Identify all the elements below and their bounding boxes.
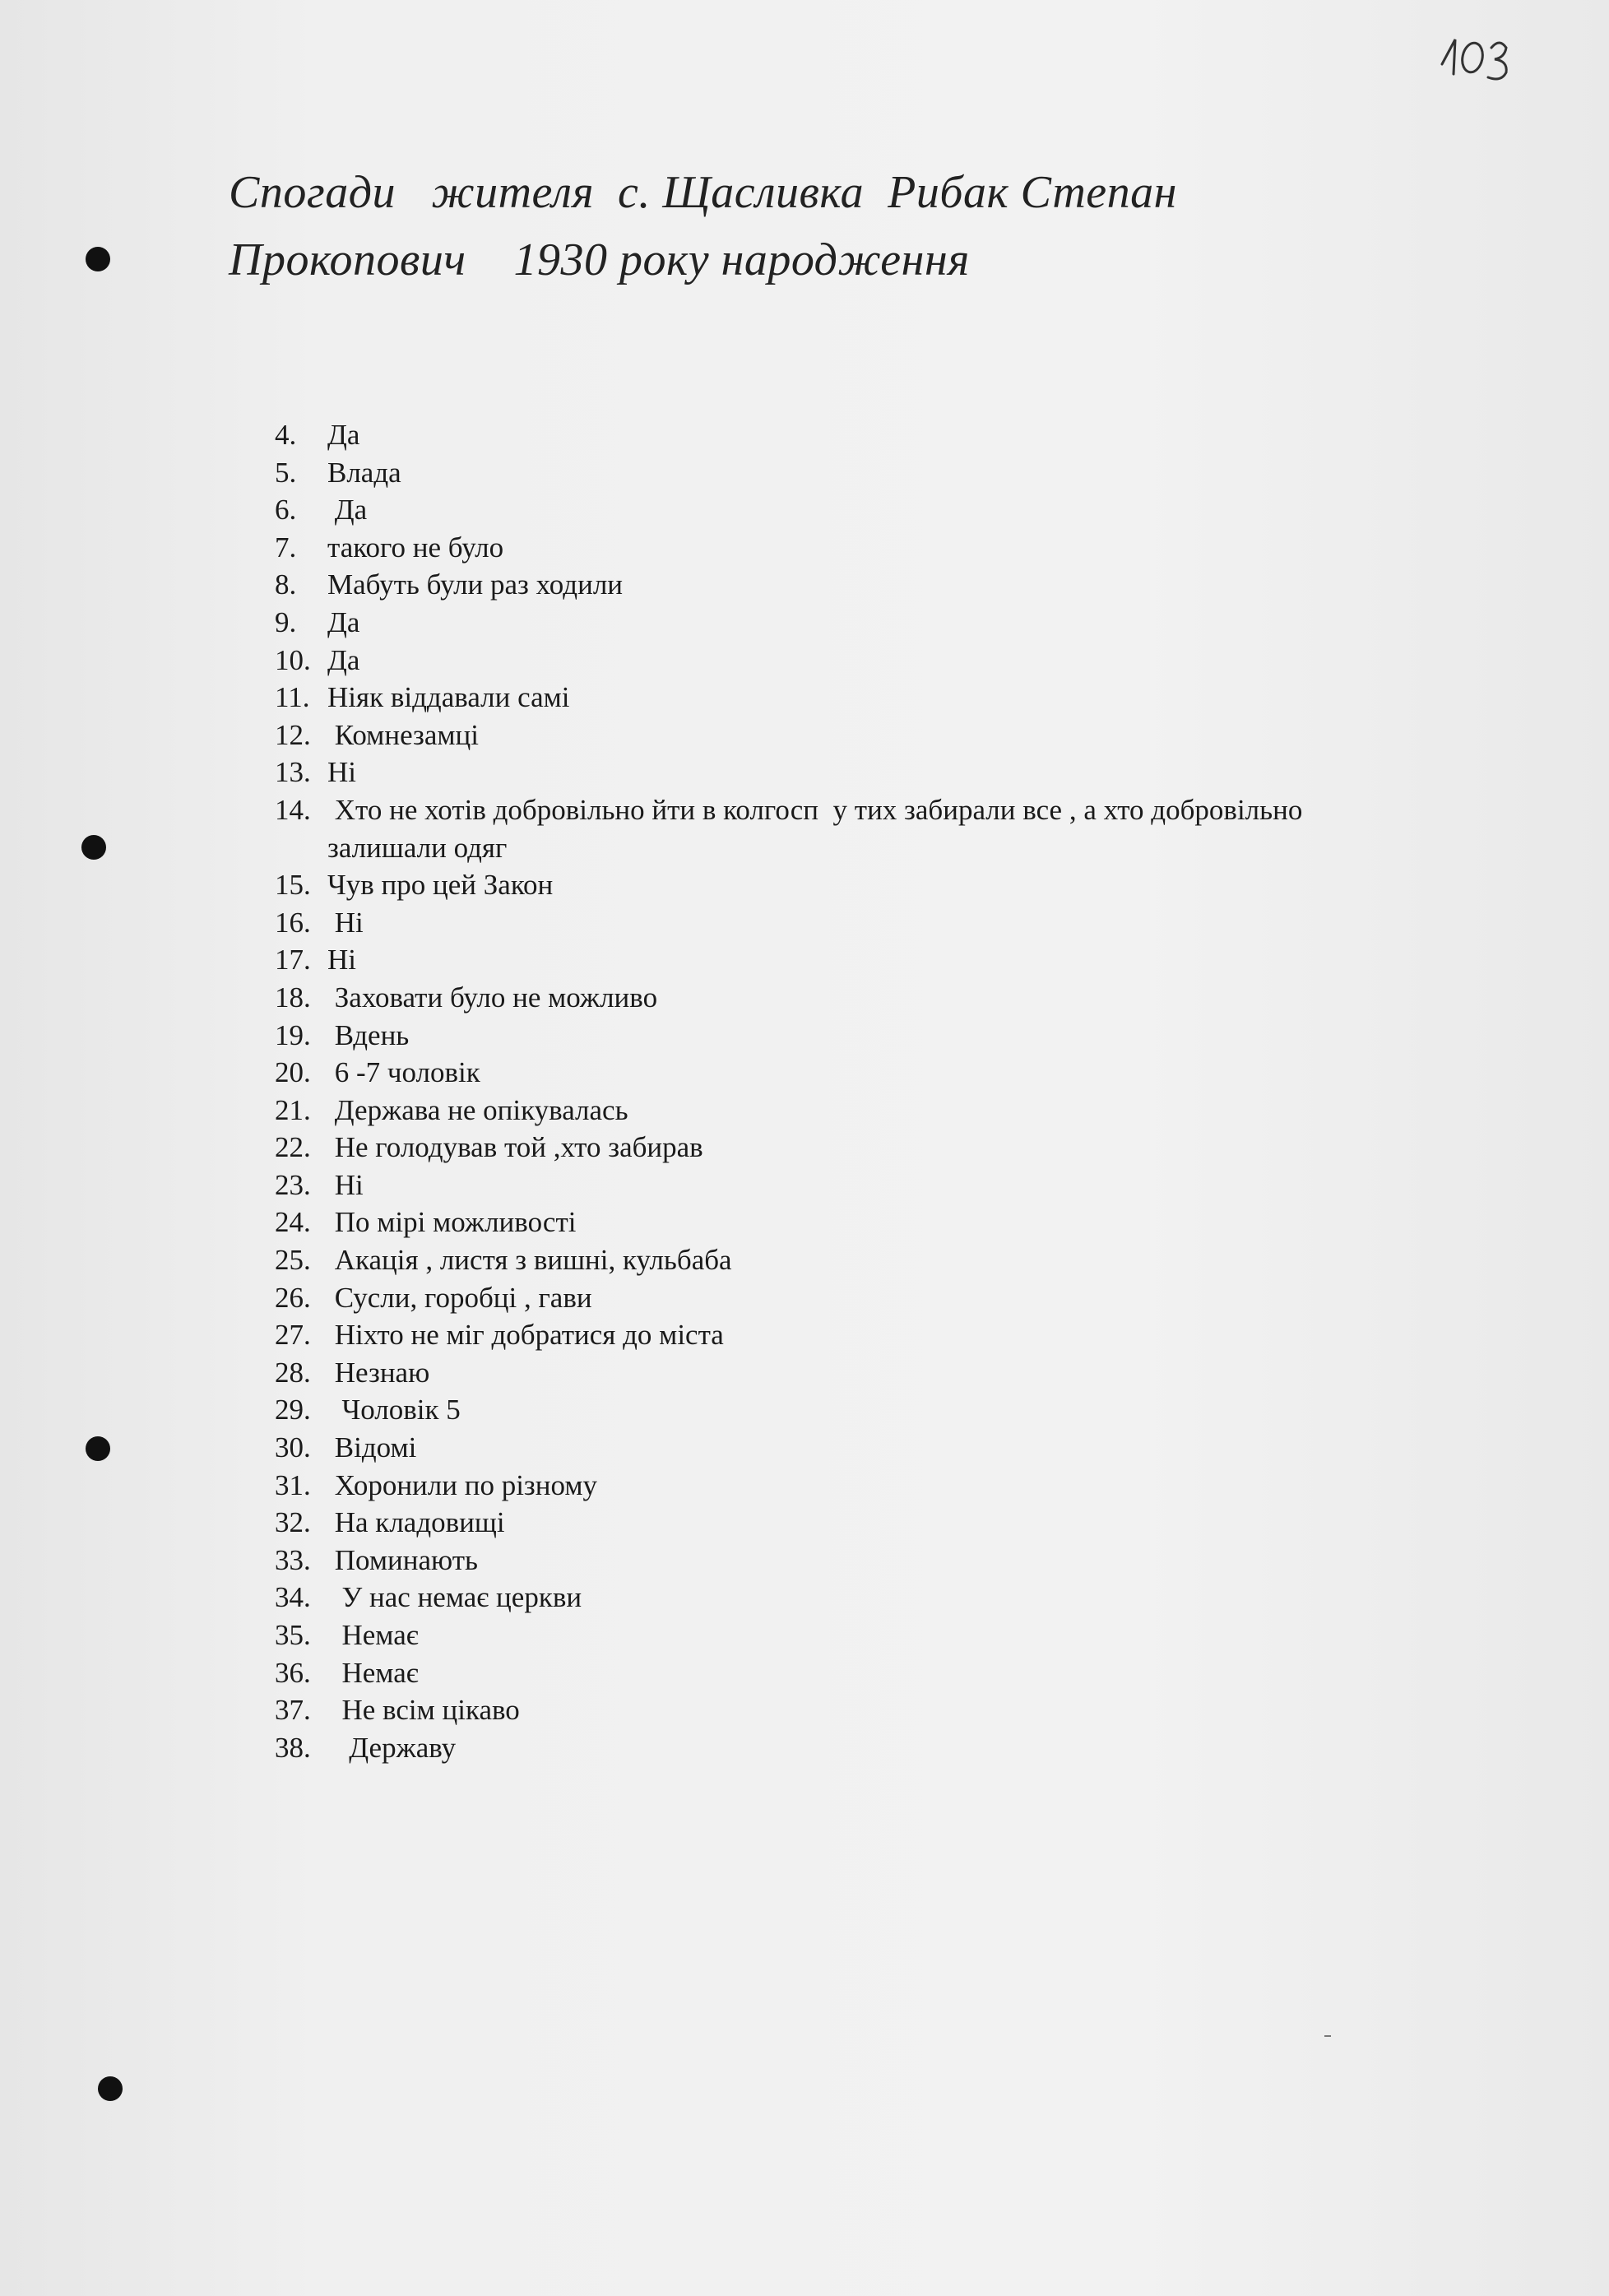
answer-number: 15. (275, 869, 311, 902)
answer-number: 34. (275, 1581, 311, 1614)
answer-item (275, 1579, 1302, 1616)
answer-number: 37. (275, 1694, 311, 1727)
answer-number: 16. (275, 906, 311, 939)
answer-item (275, 1092, 1302, 1129)
answer-number: 9. (275, 605, 297, 638)
answer-item (275, 1316, 1302, 1354)
answer-text: Комнезамці (327, 718, 479, 751)
answer-item (275, 1504, 1302, 1542)
answer-item (275, 1279, 1302, 1317)
answer-text: Не всім цікаво (327, 1694, 520, 1727)
answer-number: 12. (275, 718, 311, 751)
answer-text: Немає (327, 1656, 419, 1689)
answer-text: Ніяк віддавали самі (327, 681, 570, 714)
title-line-2: Прокопович 1930 року народження (229, 234, 970, 285)
answer-number: 28. (275, 1356, 311, 1389)
answer-item (275, 866, 1302, 904)
answer-text: Мабуть були раз ходили (327, 568, 624, 601)
answer-text: По мірі можливості (327, 1206, 577, 1239)
punch-hole (81, 835, 106, 860)
answer-text: Ніхто не міг добратися до міста (327, 1319, 724, 1352)
answer-text: Ні (327, 1168, 364, 1201)
answer-item (275, 1204, 1302, 1241)
answer-item (275, 1354, 1302, 1392)
answer-number: 30. (275, 1431, 311, 1464)
punch-hole (86, 247, 110, 271)
answer-number: 38. (275, 1731, 311, 1764)
answer-text: Держава не опікувалась (327, 1093, 628, 1126)
answer-text: 6 -7 чоловік (327, 1056, 480, 1089)
answer-text: Ні (327, 944, 356, 976)
answer-text: На кладовищі (327, 1506, 505, 1539)
answer-number: 27. (275, 1319, 311, 1352)
answer-number: 6. (275, 494, 297, 526)
answer-text: Не голодував той ,хто забирав (327, 1131, 703, 1164)
answer-item (275, 754, 1302, 791)
answer-item (275, 1017, 1302, 1055)
answer-number: 35. (275, 1619, 311, 1651)
answer-text: Заховати було не можливо (327, 981, 658, 1013)
answer-number: 14. (275, 793, 311, 826)
answer-number: 31. (275, 1468, 311, 1501)
answer-item (275, 717, 1302, 754)
document-title (229, 159, 1177, 294)
answer-number: 36. (275, 1656, 311, 1689)
answer-number: 25. (275, 1244, 311, 1277)
answers-list (275, 416, 1302, 1766)
answer-item (275, 1129, 1302, 1167)
answer-text: Хоронили по різному (327, 1468, 597, 1501)
answer-item (275, 904, 1302, 942)
answer-text: Да (327, 419, 360, 451)
answer-number: 10. (275, 643, 311, 676)
answer-number: 19. (275, 1018, 311, 1051)
answer-number: 8. (275, 568, 297, 601)
answer-item (275, 604, 1302, 642)
answer-item (275, 1241, 1302, 1279)
answer-text: Немає (327, 1619, 419, 1651)
answer-text: Сусли, горобці , гави (327, 1281, 592, 1314)
title-line-1: Спогади жителя с. Щасливка Рибак Степан (229, 167, 1177, 218)
answer-item (275, 979, 1302, 1017)
answer-item (275, 1467, 1302, 1505)
answer-text: Да (327, 643, 360, 676)
answer-number: 18. (275, 981, 311, 1013)
answer-item (275, 416, 1302, 454)
punch-hole (98, 2076, 123, 2101)
answer-number: 11. (275, 681, 310, 714)
answer-number: 33. (275, 1543, 311, 1576)
answer-number: 13. (275, 756, 311, 789)
answer-text: Хто не хотів добровільно йти в колгосп у тих забирали все , а хто добровільно залишали одяг (327, 793, 1303, 864)
answer-number: 32. (275, 1506, 311, 1539)
answer-item (275, 679, 1302, 717)
answer-item (275, 529, 1302, 567)
answer-item (275, 941, 1302, 979)
answer-item (275, 491, 1302, 529)
answer-number: 5. (275, 456, 297, 489)
answer-number: 7. (275, 531, 297, 564)
answer-item (275, 1167, 1302, 1204)
answer-item (275, 1654, 1302, 1692)
answer-item (275, 791, 1302, 866)
answer-number: 24. (275, 1206, 311, 1239)
answer-text: Чоловік 5 (327, 1394, 461, 1426)
answer-text: Незнаю (327, 1356, 430, 1389)
answer-item (275, 1054, 1302, 1092)
answer-item (275, 1691, 1302, 1729)
answer-number: 21. (275, 1093, 311, 1126)
handwritten-page-number (1435, 25, 1534, 90)
paper-speck (1324, 2035, 1331, 2037)
answer-number: 17. (275, 944, 311, 976)
answer-item (275, 1729, 1302, 1767)
answer-number: 4. (275, 419, 297, 451)
answer-text: Вдень (327, 1018, 410, 1051)
answer-text: Чув про цей Закон (327, 869, 554, 902)
answer-text: такого не було (327, 531, 504, 564)
answer-item (275, 454, 1302, 492)
answer-text: Ні (327, 906, 364, 939)
answer-text: Поминають (327, 1543, 478, 1576)
answer-text: Ні (327, 756, 356, 789)
answer-item (275, 1542, 1302, 1579)
answer-text: Да (327, 494, 368, 526)
answer-item (275, 1391, 1302, 1429)
answer-item (275, 642, 1302, 680)
answer-text: Да (327, 605, 360, 638)
answer-number: 23. (275, 1168, 311, 1201)
answer-number: 26. (275, 1281, 311, 1314)
answer-text: Відомі (327, 1431, 417, 1464)
answer-number: 20. (275, 1056, 311, 1089)
answer-item (275, 1429, 1302, 1467)
answer-text: У нас немає церкви (327, 1581, 582, 1614)
answer-number: 29. (275, 1394, 311, 1426)
answer-text: Державу (327, 1731, 457, 1764)
answer-item (275, 1616, 1302, 1654)
answer-text: Влада (327, 456, 401, 489)
answer-number: 22. (275, 1131, 311, 1164)
answer-text: Акація , листя з вишні, кульбаба (327, 1244, 732, 1277)
punch-hole (86, 1436, 110, 1461)
answer-item (275, 566, 1302, 604)
